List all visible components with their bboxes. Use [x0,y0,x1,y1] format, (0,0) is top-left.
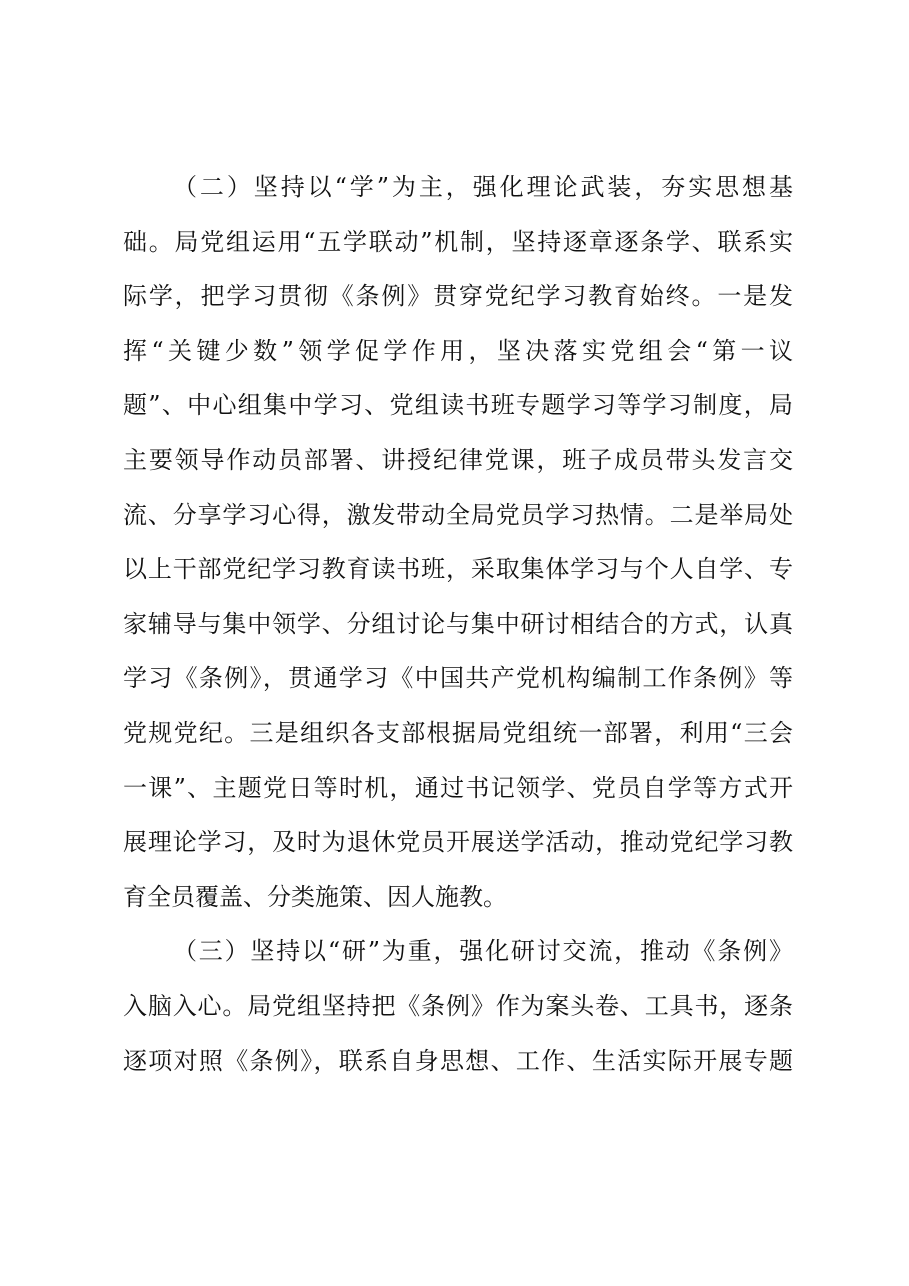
paragraph-line: 逐项对照《条例》，联系自身思想、工作、生活实际开展专题 [123,1046,793,1075]
paragraph-line: 际学，把学习贯彻《条例》贯穿党纪学习教育始终。一是发 [123,282,793,311]
paragraph-line: 础。局党组运用“五学联动”机制，坚持逐章逐条学、联系实 [123,227,793,256]
paragraph-line: 党规党纪。三是组织各支部根据局党组统一部署，利用“三会 [123,718,793,747]
paragraph-line: 家辅导与集中领学、分组讨论与集中研讨相结合的方式，认真 [123,609,793,638]
paragraph-line: 以上干部党纪学习教育读书班，采取集体学习与个人自学、专 [123,555,793,584]
paragraph-line: 育全员覆盖、分类施策、因人施教。 [123,882,507,911]
paragraph-line: 学习《条例》，贯通学习《中国共产党机构编制工作条例》等 [123,664,793,693]
paragraph-line: 题”、中心组集中学习、党组读书班专题学习等学习制度，局 [123,391,793,420]
paragraph-line: （二）坚持以“学”为主，强化理论武装，夯实思想基 [173,173,793,201]
paragraph-line: （三）坚持以“研”为重，强化研讨交流，推动《条例》 [173,937,793,966]
paragraph-line: 展理论学习，及时为退休党员开展送学活动，推动党纪学习教 [123,828,793,857]
paragraph-line: 挥“关键少数”领学促学作用，坚决落实党组会“第一议 [123,336,793,365]
document-body [123,160,793,1088]
paragraph-line: 主要领导作动员部署、讲授纪律党课，班子成员带头发言交 [123,445,793,474]
paragraph-line: 入脑入心。局党组坚持把《条例》作为案头卷、工具书，逐条 [123,991,793,1020]
paragraph-line: 一课”、主题党日等时机，通过书记领学、党员自学等方式开 [123,773,793,802]
paragraph-line: 流、分享学习心得，激发带动全局党员学习热情。二是举局处 [123,500,793,529]
